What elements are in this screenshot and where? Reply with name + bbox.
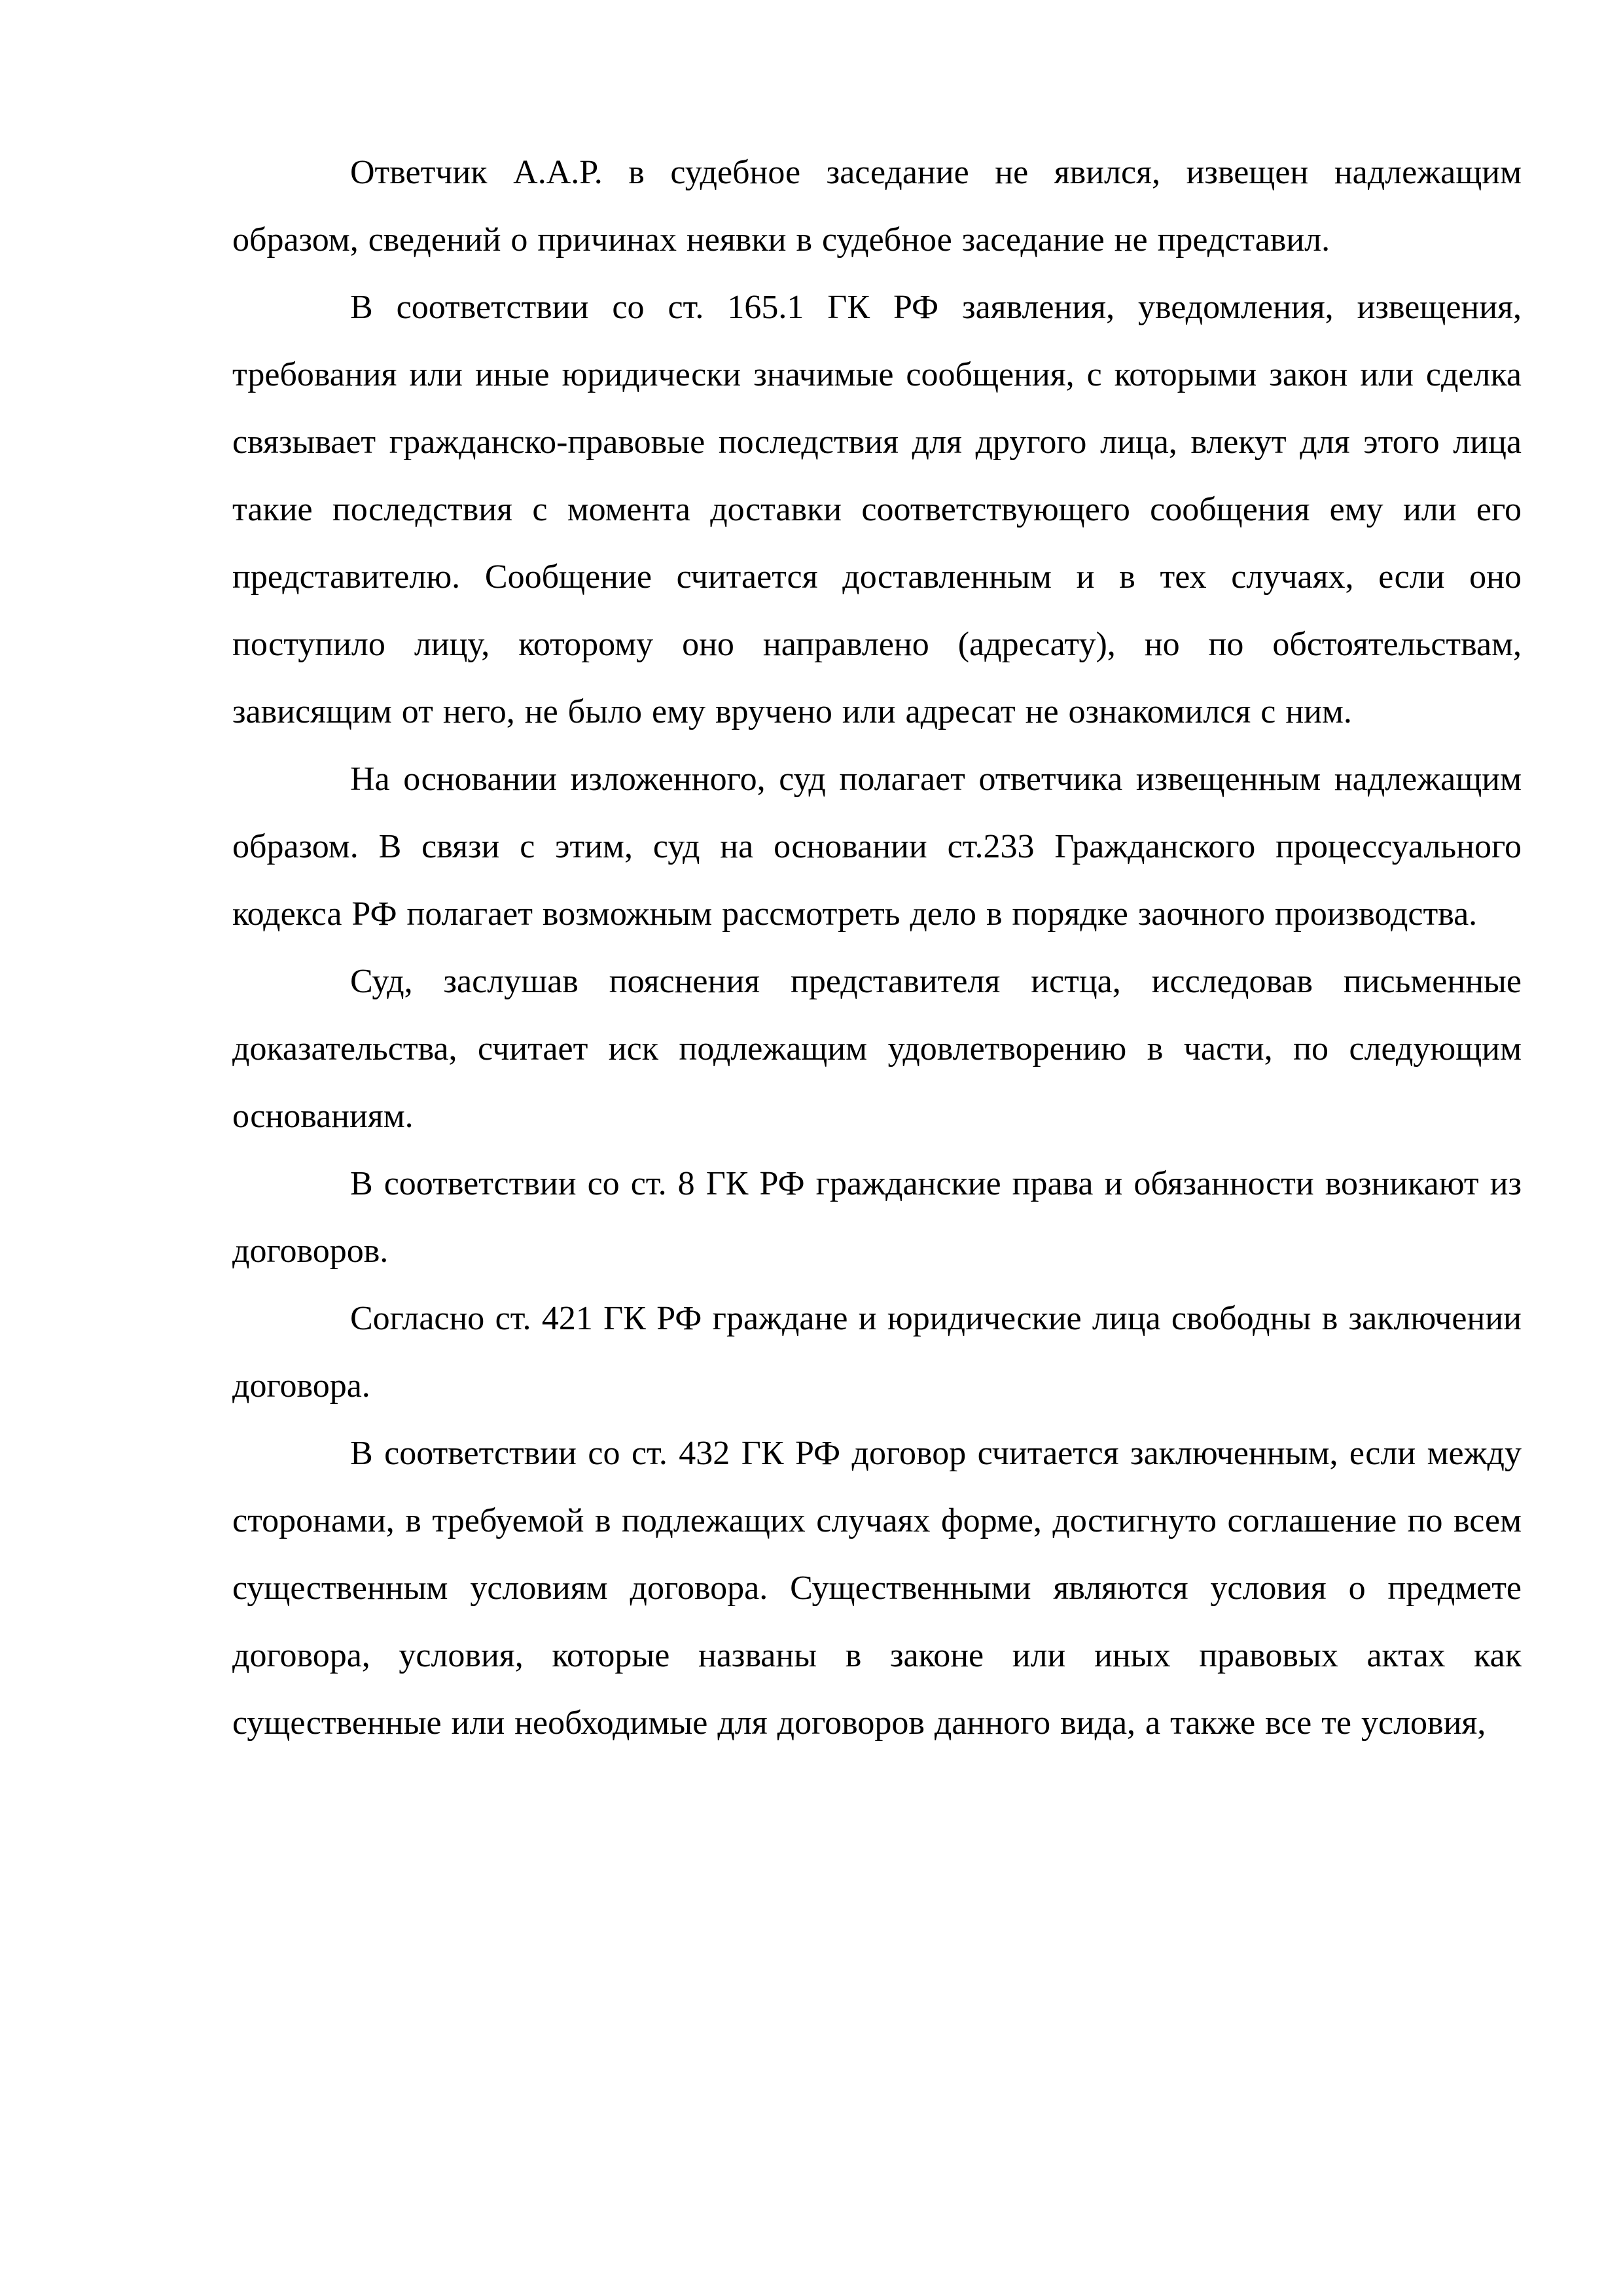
paragraph: Согласно ст. 421 ГК РФ граждане и юридические лица свободны в заключении договора. bbox=[232, 1300, 1522, 1405]
paragraph: В соответствии со ст. 432 ГК РФ договор считается заключенным, если между сторонами, в требуемой в подлежащих случаях форме, достигнуто соглашение по всем существенным условиям договора. Существенными являются условия о предмете договора, условия, которые названы в законе или иных правовых актах как существенные или необходимые для договоров данного вида, а также все те условия, bbox=[232, 1435, 1522, 1742]
paragraph: На основании изложенного, суд полагает ответчика извещенным надлежащим образом. В связи с этим, суд на основании ст.233 Гражданского процессуального кодекса РФ полагает возможным рассмотреть дело в порядке заочного производства. bbox=[232, 761, 1522, 933]
document-text-block bbox=[232, 139, 1522, 1757]
paragraph: В соответствии со ст. 165.1 ГК РФ заявления, уведомления, извещения, требования или иные юридически значимые сообщения, с которыми закон или сделка связывает гражданско-правовые последствия для другого лица, влекут для этого лица такие последствия с момента доставки соответствующего сообщения ему или его представителю. Сообщение считается доставленным и в тех случаях, если оно поступило лицу, которому оно направлено (адресату), но по обстоятельствам, зависящим от него, не было ему вручено или адресат не ознакомился с ним. bbox=[232, 289, 1522, 730]
paragraph: В соответствии со ст. 8 ГК РФ гражданские права и обязанности возникают из договоров. bbox=[232, 1165, 1522, 1270]
paragraph: Суд, заслушав пояснения представителя истца, исследовав письменные доказательства, считает иск подлежащим удовлетворению в части, по следующим основаниям. bbox=[232, 963, 1522, 1135]
paragraph: Ответчик А.А.Р. в судебное заседание не явился, извещен надлежащим образом, сведений о причинах неявки в судебное заседание не представил. bbox=[232, 154, 1522, 259]
